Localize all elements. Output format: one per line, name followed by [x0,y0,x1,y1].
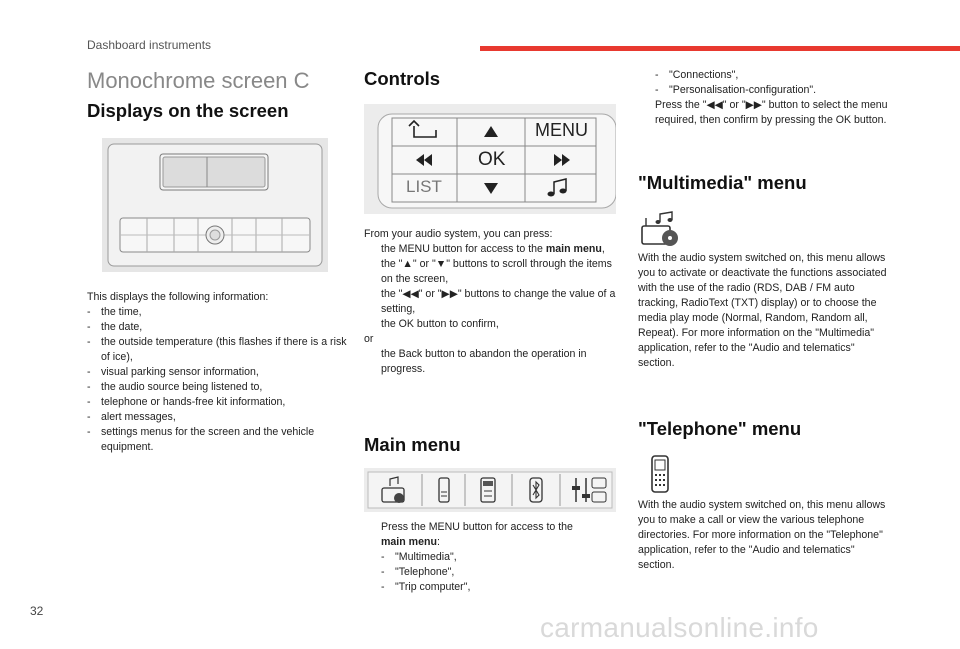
dash-marker: - [381,581,385,593]
main-menu-press-item: Press the MENU button for access to the main menu: - "Multimedia", - "Telephone", - "Trip computer", [364,520,619,595]
controls-panel-illustration [364,104,616,214]
dashboard-screen-image [102,138,328,272]
dash-marker: - [87,306,91,318]
displays-list-item: - the date, [87,321,143,333]
watermark: carmanualsonline.info [540,612,819,643]
list-button-label: LIST [406,177,442,196]
dash-marker: - [87,381,91,393]
dash-marker: - [87,426,91,438]
displays-list-item: - settings menus for the screen and the vehicle equipment. [87,426,315,453]
dash-marker: - [87,366,91,378]
telephone-heading: "Telephone" menu [638,418,802,439]
multimedia-heading: "Multimedia" menu [638,172,807,193]
telephone-icon [648,454,672,494]
displays-intro: This displays the following information: [87,291,269,303]
dash-marker: - [381,551,385,563]
controls-list [364,242,619,332]
controls-item-menu: the MENU button for access to the main menu, [381,243,605,255]
displays-list-item: - the audio source being listened to, [87,381,263,393]
main-menu-select-item: Press the "◀◀" or "▶▶" button to select the menu required, then confirm by pressing the OK button. [655,99,888,126]
section-header: Dashboard instruments [87,38,212,52]
main-menu-text-block [364,520,619,595]
accent-bar [480,46,960,51]
displays-list-item: - alert messages, [87,411,176,423]
main-menu-entry: - "Personalisation-configuration". [655,84,817,96]
controls-intro: From your audio system, you can press: [364,228,553,240]
controls-item-back: the Back button to abandon the operation in progress. [381,348,587,375]
displays-heading: Displays on the screen [87,100,289,121]
main-menu-entry: - "Connections", [655,69,739,81]
menu-button-label: MENU [535,120,588,140]
controls-text-block [364,227,619,377]
dash-marker: - [87,336,91,348]
page-number: 32 [30,604,44,618]
dash-marker: - [87,396,91,408]
ok-button-label: OK [478,149,506,170]
displays-list-item: - telephone or hands-free kit information, [87,396,286,408]
page-title: Monochrome screen C [87,68,310,93]
displays-list-item: - the time, [87,306,142,318]
controls-item-change: the "◀◀" or "▶▶" buttons to change the value of a setting, [381,288,616,315]
main-menu-entry: - "Trip computer", [381,581,471,593]
displays-list-item: - visual parking sensor information, [87,366,259,378]
telephone-text: With the audio system switched on, this menu allows you to make a call or view the various telephone directories. For more information on the "Telephone" application, refer to the "Audio and telematics" section. [638,499,886,571]
main-menu-icons-strip [364,468,616,512]
controls-item-scroll: the "▲" or "▼" buttons to scroll through the items on the screen, [381,258,612,285]
dash-marker: - [381,566,385,578]
controls-or: or [364,333,374,345]
main-menu-entries [381,550,619,595]
dash-marker: - [87,321,91,333]
dash-marker: - [655,84,659,96]
controls-item-ok: the OK button to confirm, [381,318,499,330]
main-menu-entry: - "Telephone", [381,566,455,578]
main-menu-entry: - "Multimedia", [381,551,457,563]
dash-marker: - [87,411,91,423]
main-menu-heading: Main menu [364,434,461,455]
main-menu-icons-image [364,468,616,512]
displays-list-block [87,290,349,455]
controls-heading: Controls [364,68,441,89]
screen-illustration [102,138,328,272]
main-menu-continued [638,68,893,128]
dash-marker: - [655,69,659,81]
multimedia-icon [640,210,682,248]
multimedia-text: With the audio system switched on, this menu allows you to activate or deactivate the functions associated with the use of the radio (RDS, DAB / FM auto tracking, RadioText (TXT) display) or to choose the media play mode (Normal, Random, Random all, Repeat). For more information on the "Multimedia" application, refer to the "Audio and telematics" section. [638,252,887,369]
displays-list-item: - the outside temperature (this flashes if there is a risk of ice), [87,336,347,363]
main-menu-entries-continued [638,68,893,98]
displays-list [87,305,349,455]
